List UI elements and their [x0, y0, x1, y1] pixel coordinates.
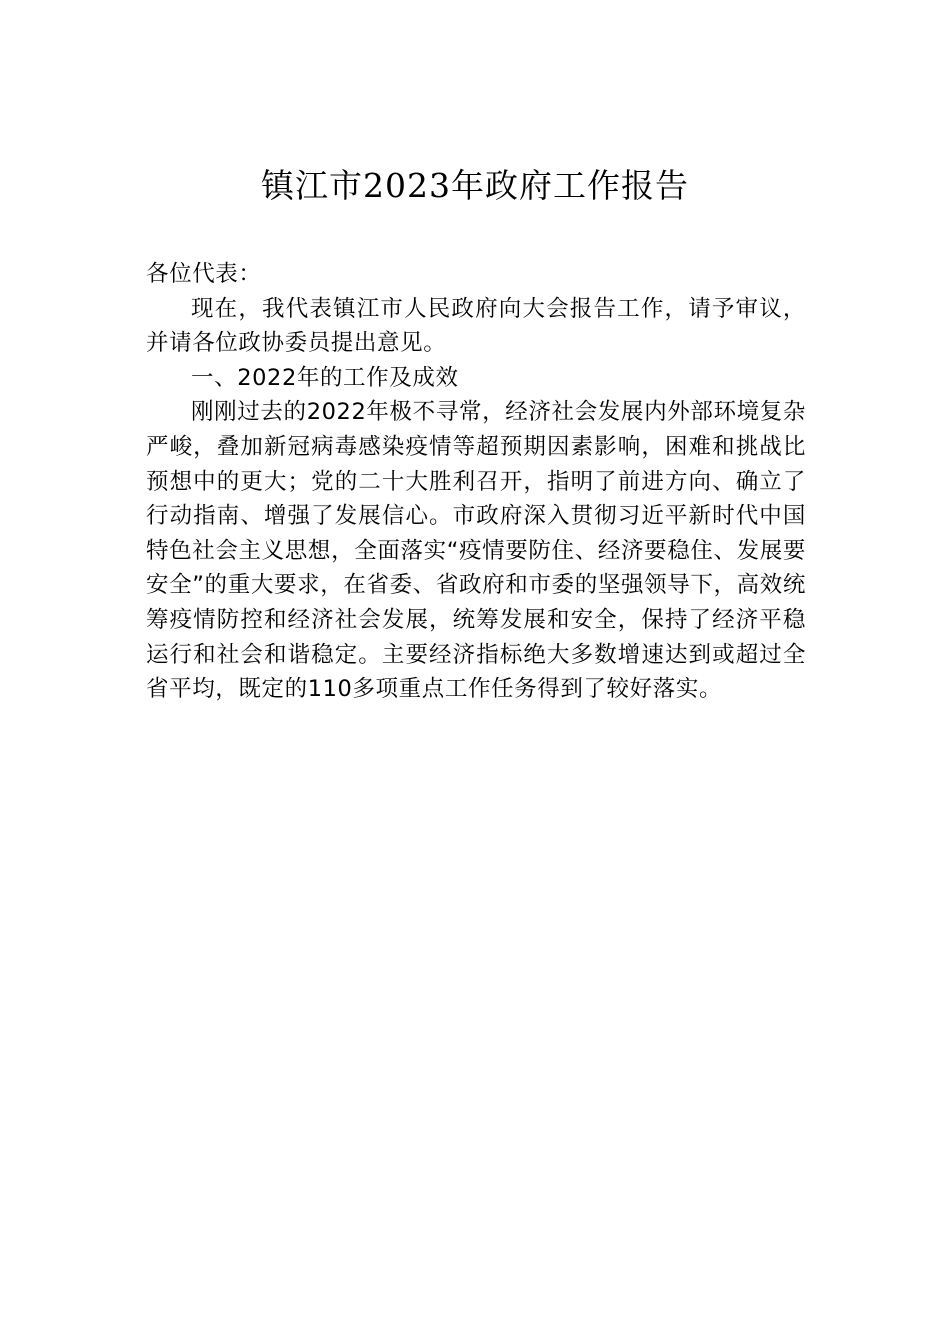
document-title: 镇江市2023年政府工作报告	[261, 166, 689, 205]
document-body	[146, 257, 806, 707]
paragraph-intro: 现在，我代表镇江市人民政府向大会报告工作，请予审议，并请各位政协委员提出意见。	[146, 295, 806, 357]
paragraph-review: 刚刚过去的2022年极不寻常，经济社会发展内外部环境复杂严峻，叠加新冠病毒感染疫情等超预期因素影响，困难和挑战比预想中的更大；党的二十大胜利召开，指明了前进方向、确立了行动指南、增强了发展信心。市政府深入贯彻习近平新时代中国特色社会主义思想，全面落实“疫情要防住、经济要稳住、发展要安全”的重大要求，在省委、省政府和市委的坚强领导下，高效统筹疫情防控和经济社会发展，统筹发展和安全，保持了经济平稳运行和社会和谐稳定。主要经济指标绝大多数增速达到或超过全省平均，既定的110多项重点工作任务得到了较好落实。	[146, 399, 806, 703]
salutation: 各位代表：	[146, 261, 262, 287]
section-heading: 一、2022年的工作及成效	[191, 364, 459, 391]
